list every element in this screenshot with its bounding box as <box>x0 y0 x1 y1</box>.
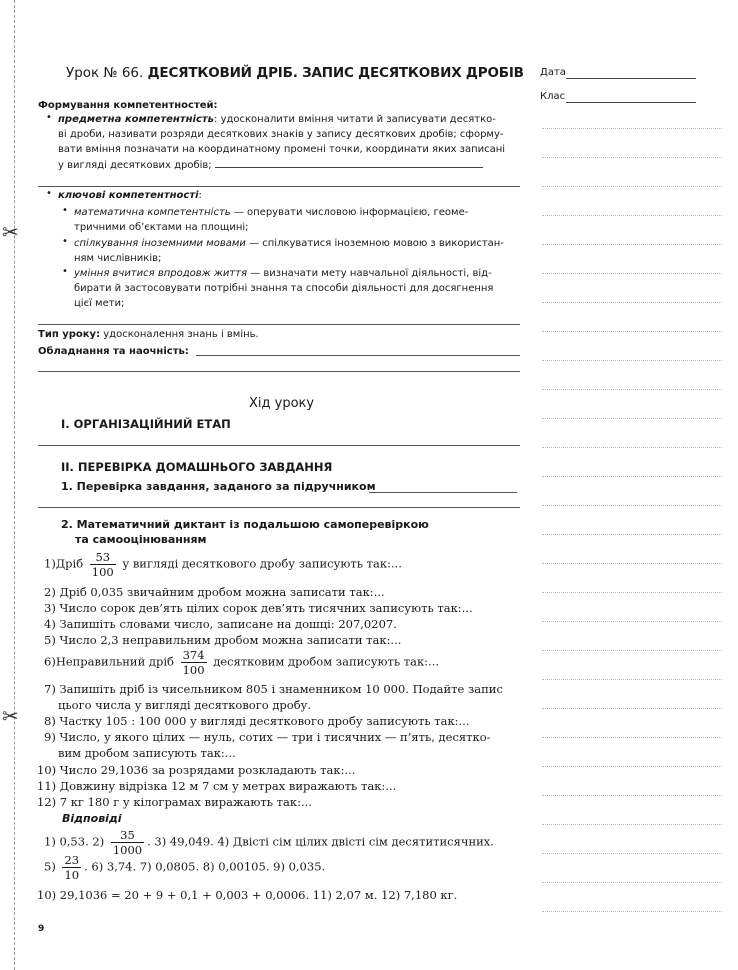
numerator: 53 <box>90 550 116 565</box>
margin-line <box>542 505 722 506</box>
text-line: — оперувати числовою інформацією, геоме- <box>230 207 469 218</box>
margin-line <box>542 157 722 158</box>
answers-heading: Відповіді <box>62 812 122 825</box>
fill-in-blank[interactable] <box>215 157 483 168</box>
stage-organizational: I. ОРГАНІЗАЦІЙНИЙ ЕТАП <box>61 417 231 431</box>
margin-line <box>542 360 722 361</box>
key-item-learning <box>74 266 493 311</box>
item-label: математична компетентність <box>74 207 231 218</box>
text-line: ням числівників; <box>74 253 162 264</box>
key-item-language <box>74 236 504 266</box>
margin-line <box>542 128 722 129</box>
class-label: Клас <box>540 91 566 102</box>
denominator: 1000 <box>112 843 143 857</box>
lesson-type-label: Тип уроку: <box>38 329 101 340</box>
bullet: • <box>62 205 68 216</box>
margin-line <box>542 592 722 593</box>
text-line: — спілкуватися іноземною мовою з використан- <box>245 238 504 249</box>
text-fragment: Дріб <box>55 556 84 571</box>
colon: : <box>198 190 202 201</box>
text-line: тричними об’єктами на площині; <box>74 222 249 233</box>
class-field[interactable] <box>566 102 696 103</box>
lesson-type-value: удосконалення знань і вмінь. <box>100 329 259 340</box>
item-label: уміння вчитися впродовж життя <box>74 268 248 279</box>
course-heading: Хід уроку <box>249 396 315 411</box>
fraction <box>181 648 207 677</box>
margin-line <box>542 911 722 912</box>
text-fragment: . 6) 3,74. 7) 0,0805. 8) 0,00105. 9) 0,035. <box>84 859 326 874</box>
lesson-title <box>66 65 524 81</box>
date-label: Дата <box>540 67 566 78</box>
fill-in-line[interactable] <box>369 492 517 493</box>
text-line: бирати й застосовувати потрібні знання та способи діяльності для досягнення <box>74 283 494 294</box>
fill-in-line[interactable] <box>38 371 520 372</box>
subject-competence <box>58 112 522 173</box>
denominator: 10 <box>64 868 80 882</box>
text-line: ві дроби, називати розряди десяткових знаків у запису десяткових дробів; сформу- <box>58 129 504 140</box>
item-number: 1) <box>44 556 56 571</box>
text-fragment: у вигляді десяткового дробу записують так:... <box>122 556 402 571</box>
bullet: • <box>62 266 68 277</box>
cut-line <box>14 0 15 970</box>
equipment-field[interactable] <box>196 355 520 356</box>
answer-line <box>44 853 325 882</box>
margin-line <box>542 534 722 535</box>
dictation-item <box>44 681 503 713</box>
key-item-math <box>74 205 468 235</box>
numerator: 374 <box>182 648 205 662</box>
scissors-icon: ✂ <box>2 220 19 244</box>
margin-line <box>542 708 722 709</box>
numerator: 23 <box>64 853 80 867</box>
subject-competence-label: предметна компетентність <box>58 114 215 125</box>
task-dictation <box>61 517 429 547</box>
task-dictation-line: 2. Математичний диктант із подальшою самоперевіркою <box>61 518 429 531</box>
margin-line <box>542 476 722 477</box>
text-line: : удосконалити вміння читати й записувати десятко- <box>214 114 496 125</box>
fraction <box>90 550 116 579</box>
margin-line <box>542 331 722 332</box>
text-line: 9) Число, у якого цілих — нуль, сотих — три і тисячних — п’ять, десятко- <box>44 730 491 744</box>
task-dictation-line: та самооцінюванням <box>75 533 207 546</box>
dictation-item: 11) Довжину відрізка 12 м 7 см у метрах виражають так:... <box>37 779 397 793</box>
margin-line <box>542 186 722 187</box>
item-label: спілкування іноземними мовами <box>74 238 246 249</box>
margin-line <box>542 418 722 419</box>
text-fragment: десятковим дробом записують так:... <box>213 654 440 669</box>
task-textbook-check: 1. Перевірка завдання, заданого за підручником <box>61 480 376 493</box>
margin-line <box>542 447 722 448</box>
margin-line <box>542 853 722 854</box>
text-line: цього числа у вигляді десяткового дробу. <box>58 698 312 712</box>
margin-line <box>542 273 722 274</box>
stage-homework-check: II. ПЕРЕВІРКА ДОМАШНЬОГО ЗАВДАННЯ <box>61 460 333 474</box>
competences-heading: Формування компетентностей: <box>38 100 218 111</box>
margin-line <box>542 650 722 651</box>
text-line: цієї мети; <box>74 298 125 309</box>
lesson-topic: ДЕСЯТКОВИЙ ДРІБ. ЗАПИС ДЕСЯТКОВИХ ДРОБІВ <box>147 65 524 81</box>
bullet: • <box>46 112 52 123</box>
fill-in-line[interactable] <box>38 324 520 325</box>
dictation-item <box>44 648 439 677</box>
text-line: 7) Запишіть дріб із чисельником 805 і знаменником 10 000. Подайте запис <box>44 682 503 696</box>
fraction <box>62 853 81 882</box>
dictation-item: 12) 7 кг 180 г у кілограмах виражають так:... <box>37 795 312 809</box>
fill-in-line[interactable] <box>38 186 520 187</box>
dictation-item: 3) Число сорок дев’ять цілих сорок дев’ять тисячних записують так:... <box>44 601 473 615</box>
margin-line <box>542 766 722 767</box>
date-field[interactable] <box>566 78 696 79</box>
margin-line <box>542 215 722 216</box>
denominator: 100 <box>91 565 114 579</box>
margin-line <box>542 882 722 883</box>
margin-line <box>542 737 722 738</box>
text-fragment: Неправильний дріб <box>55 654 174 669</box>
lesson-type <box>38 327 259 342</box>
margin-line <box>542 389 722 390</box>
key-competences-label: ключові компетентності <box>58 190 199 201</box>
dictation-item: 4) Запишіть словами число, записане на дошці: 207,0207. <box>44 617 397 631</box>
margin-line <box>542 824 722 825</box>
margin-line <box>542 621 722 622</box>
dictation-item: 5) Число 2,3 неправильним дробом можна записати так:... <box>44 633 402 647</box>
dictation-item: 10) Число 29,1036 за розрядами розкладають так:... <box>37 763 356 777</box>
text-fragment: . 3) 49,049. 4) Двісті сім цілих двісті сім десятитисячних. <box>147 834 494 849</box>
bullet: • <box>62 236 68 247</box>
margin-line <box>542 563 722 564</box>
bullet: • <box>46 188 52 199</box>
margin-line <box>542 795 722 796</box>
text-line: вати вміння позначати на координатному промені точки, координати яких записані <box>58 144 506 155</box>
margin-line <box>542 302 722 303</box>
equipment-label: Обладнання та наочність: <box>38 346 189 357</box>
margin-line <box>542 244 722 245</box>
fill-in-line[interactable] <box>38 445 520 446</box>
text-fragment: 1) 0,53. 2) <box>44 834 105 849</box>
numerator: 35 <box>111 828 144 843</box>
fill-in-line[interactable] <box>38 507 520 508</box>
dictation-item <box>44 550 402 579</box>
text-line: — визначати мету навчальної діяльності, від- <box>247 268 492 279</box>
scissors-icon: ✂ <box>2 704 19 728</box>
dictation-item <box>44 729 491 761</box>
text-line: у вигляді десяткових дробів; <box>58 160 212 171</box>
dictation-item: 8) Частку 105 : 100 000 у вигляді десяткового дробу записують так:... <box>44 714 470 728</box>
dictation-item: 2) Дріб 0,035 звичайним дробом можна записати так:... <box>44 585 385 599</box>
text-line: вим дробом записують так:... <box>58 746 236 760</box>
margin-line <box>542 679 722 680</box>
text-fragment: 5) <box>44 859 56 874</box>
denominator: 100 <box>182 663 205 677</box>
key-competences-heading <box>58 188 202 203</box>
page-number: 9 <box>38 924 45 934</box>
answer-line: 10) 29,1036 = 20 + 9 + 0,1 + 0,003 + 0,0006. 11) 2,07 м. 12) 7,180 кг. <box>37 888 458 902</box>
item-number: 6) <box>44 654 56 669</box>
lesson-number: Урок № 66. <box>66 65 144 81</box>
